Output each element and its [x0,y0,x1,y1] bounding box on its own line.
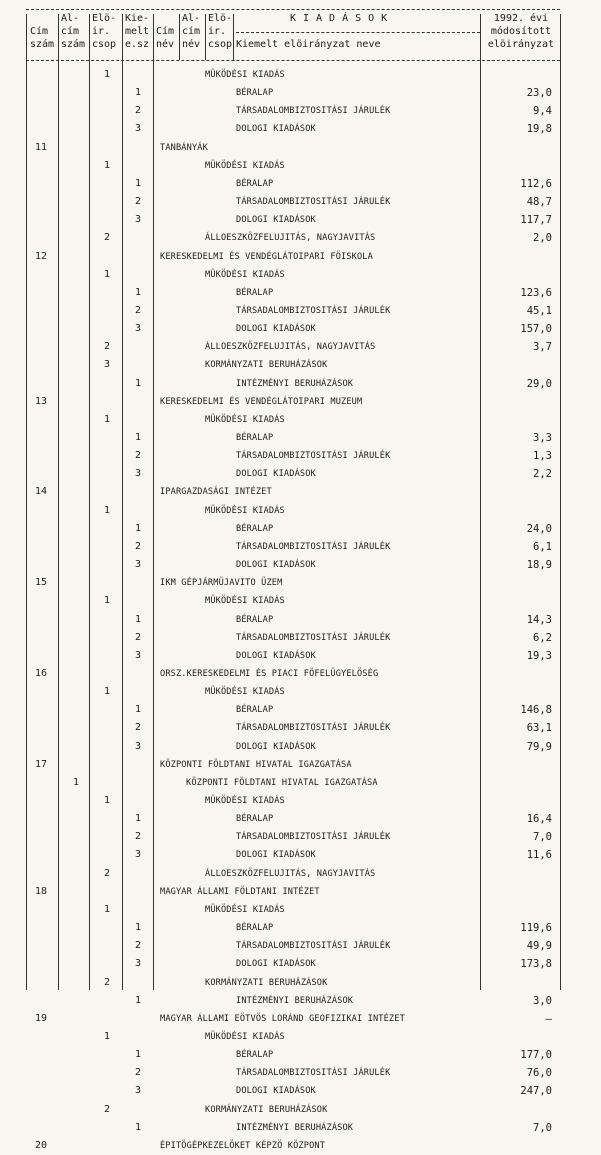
row-kiemelt-number: 2 [135,304,142,316]
col-divider [26,14,27,990]
header-alcim: Al- cím szám [61,13,86,50]
header-year-col: 1992. évi módosított elöirányzat [487,13,555,50]
row-name: DOLOGI KIADÁSOK [236,959,316,970]
row-name: MÜKÖDÉSI KIADÁS [205,796,285,806]
row-kiemelt-number: 3 [135,649,142,661]
row-kiemelt-number: 2 [135,722,142,734]
row-cim-number: 16 [35,667,48,679]
row-amount: 2,0 [533,232,552,245]
row-name: TÁRSADALOMBIZTOSITÁSI JÁRULÉK [236,541,391,552]
row-amount: 23,0 [526,87,552,100]
header-top-rule [26,9,560,10]
row-name: TÁRSADALOMBIZTOSITÁSI JÁRULÉK [236,723,391,734]
row-name: MÜKÖDÉSI KIADÁS [205,1031,285,1042]
row-kiemelt-number: 1 [135,1049,142,1061]
row-amount: – [545,1012,552,1025]
row-amount: 3,3 [533,432,552,444]
row-name: BÉRALAP [236,614,274,625]
row-name: DOLOGI KIADÁSOK [236,850,316,861]
row-name: DOLOGI KIADÁSOK [236,741,316,752]
row-amount: 76,0 [526,1067,552,1080]
row-amount: 48,7 [526,196,552,209]
col-divider [89,14,90,990]
header-alcimnev: Al- cím név [182,13,201,50]
row-eloir-number: 1 [104,1030,111,1042]
row-amount: 29,0 [526,377,552,390]
row-name: MAGYAR ÁLLAMI FÖLDTANI INTÉZET [160,886,320,897]
row-name: MÜKÖDÉSI KIADÁS [205,596,285,607]
row-amount: 3,0 [533,994,552,1007]
row-amount: 63,1 [526,722,552,735]
row-name: IKM GÉPJÁRMÜJAVITO ÜZEM [160,578,283,589]
row-name: KORMÁNYZATI BERUHÁZÁSOK [205,360,328,371]
row-kiemelt-number: 2 [135,831,142,843]
row-amount: 3,7 [533,341,552,354]
row-eloir-number: 1 [104,504,111,516]
row-amount: 2,2 [533,468,552,481]
row-amount: 247,0 [520,1085,552,1098]
row-name: BÉRALAP [236,433,274,443]
row-name: MÜKÖDÉSI KIADÁS [205,160,285,171]
row-amount: 123,6 [520,286,552,299]
row-amount: 79,9 [526,740,552,753]
row-amount: 7,0 [533,1121,552,1134]
row-name: ÁLLOESZKÖZFELUJITÁS, NAGYJAVITÁS [205,868,376,879]
row-name: KORMÁNYZATI BERUHÁZÁSOK [205,977,328,988]
row-amount: 117,7 [520,214,552,227]
row-name: BÉRALAP [236,178,274,189]
row-kiemelt-number: 1 [135,522,142,534]
row-name: KÖZPONTI FÖLDTANI HIVATAL IGAZGATÁSA [160,759,352,770]
row-name: ÁLLOESZKÖZFELUJITÁS, NAGYJAVITÁS [205,342,376,353]
col-divider [205,14,206,60]
row-kiemelt-number: 1 [135,377,142,389]
row-name: MÜKÖDÉSI KIADÁS [205,687,285,698]
col-divider [560,14,561,990]
row-amount: 16,4 [526,813,552,826]
row-kiemelt-number: 3 [135,323,142,335]
subtitle: Kiemelt elöirányzat neve [236,39,381,50]
row-name: BÉRALAP [236,523,274,534]
row-name: DOLOGI KIADÁSOK [236,560,316,571]
row-name: TÁRSADALOMBIZTOSITÁSI JÁRULÉK [236,632,391,643]
row-kiemelt-number: 1 [135,177,142,189]
row-name: INTÉZMÉNYI BERUHÁZÁSOK [236,1122,354,1133]
row-eloir-number: 1 [104,595,111,607]
row-kiemelt-number: 1 [135,286,142,298]
row-kiemelt-number: 2 [135,450,142,462]
row-name: TÁRSADALOMBIZTOSITÁSI JÁRULÉK [236,106,391,117]
row-kiemelt-number: 1 [135,613,142,625]
row-amount: 6,1 [533,540,552,553]
row-name: KERESKEDELMI ÉS VENDÉGLÁTOIPARI MUZEUM [160,396,363,407]
header-eloir: Elö- ir. csop [92,13,117,50]
row-eloir-number: 2 [104,976,111,988]
row-eloir-number: 1 [104,413,111,425]
row-kiemelt-number: 3 [135,123,142,135]
row-amount: 177,0 [520,1049,552,1062]
row-name: BÉRALAP [236,705,274,716]
row-kiemelt-number: 2 [135,1067,142,1079]
row-name: MÜKÖDÉSI KIADÁS [205,269,285,280]
row-cim-number: 11 [35,141,48,153]
row-eloir-number: 1 [104,69,111,80]
row-name: IPARGAZDASÁGI INTÉZET [160,487,272,498]
row-kiemelt-number: 1 [135,922,142,934]
row-name: TÁRSADALOMBIZTOSITÁSI JÁRULÉK [236,941,391,952]
header-cim: Cím szám [30,26,55,50]
row-cim-number: 17 [35,758,48,770]
row-kiemelt-number: 2 [135,540,142,552]
page-title: KIADÁSOK [290,13,395,24]
col-divider [122,14,123,990]
row-amount: 19,8 [526,123,552,136]
row-amount: 157,0 [520,323,552,336]
row-name: MÜKÖDÉSI KIADÁS [205,414,285,425]
row-name: TÁRSADALOMBIZTOSITÁSI JÁRULÉK [236,832,391,843]
row-name: BÉRALAP [236,814,274,825]
row-amount: 14,3 [526,613,552,626]
row-name: INTÉZMÉNYI BERUHÁZÁSOK [236,378,354,389]
row-kiemelt-number: 1 [135,704,142,716]
row-amount: 11,6 [526,849,552,862]
row-cim-number: 14 [35,486,48,498]
row-amount: 146,8 [520,704,552,717]
row-name: TÁRSADALOMBIZTOSITÁSI JÁRULÉK [236,451,391,462]
row-kiemelt-number: 3 [135,559,142,571]
row-kiemelt-number: 1 [135,1121,142,1133]
row-eloir-number: 1 [104,159,111,171]
row-name: DOLOGI KIADÁSOK [236,215,316,226]
row-name: BÉRALAP [236,287,274,298]
row-cim-number: 19 [35,1012,48,1024]
row-kiemelt-number: 3 [135,849,142,861]
row-eloir-number: 2 [104,1103,111,1115]
row-name: BÉRALAP [236,88,274,99]
header-eloirnev: Elö- ir. csop [208,13,233,50]
row-name: BÉRALAP [236,923,274,934]
row-kiemelt-number: 2 [135,940,142,952]
row-name: KORMÁNYZATI BERUHÁZÁSOK [205,1104,328,1115]
row-amount: 19,3 [526,649,552,662]
row-name: ÁLLOESZKÖZFELUJITÁS, NAGYJAVITÁS [205,233,376,244]
row-name: MÜKÖDÉSI KIADÁS [205,505,285,516]
row-kiemelt-number: 1 [135,87,142,99]
row-name: KÖZPONTI FÖLDTANI HIVATAL IGAZGATÁSA [186,777,378,788]
row-cim-number: 13 [35,395,48,407]
row-amount: 49,9 [526,940,552,953]
row-eloir-number: 1 [104,903,111,915]
row-name: TANBÁNYÁK [160,142,208,153]
row-eloir-number: 1 [104,268,111,280]
row-amount: 112,6 [520,177,552,190]
row-amount: 6,2 [533,631,552,644]
row-eloir-number: 2 [104,867,111,879]
row-amount: 1,3 [533,450,552,463]
row-amount: 173,8 [520,958,552,971]
row-name: TÁRSADALOMBIZTOSITÁSI JÁRULÉK [236,305,391,316]
row-kiemelt-number: 3 [135,958,142,970]
row-name: MAGYAR ÁLLAMI EÖTVÖS LORÁND GEOFIZIKAI INTÉZET [160,1013,405,1024]
row-name: MÜKÖDÉSI KIADÁS [205,70,285,80]
row-eloir-number: 1 [104,686,111,698]
row-name: DOLOGI KIADÁSOK [236,1086,316,1097]
row-cim-number: 15 [35,577,48,589]
col-divider [480,14,481,990]
row-name: ORSZ.KERESKEDELMI ÉS PIACI FÖFELÜGYELÖSÉG [160,668,379,679]
row-cim-number: 20 [35,1139,48,1151]
row-kiemelt-number: 2 [135,196,142,208]
row-cim-number: 12 [35,250,48,262]
header-kiemelt: Kie- melt e.sz [125,13,150,50]
row-name: INTÉZMÉNYI BERUHÁZÁSOK [236,995,354,1006]
col-divider [179,14,180,60]
row-kiemelt-number: 1 [135,432,142,443]
row-kiemelt-number: 3 [135,1085,142,1097]
row-name: TÁRSADALOMBIZTOSITÁSI JÁRULÉK [236,197,391,208]
row-alcim-number: 1 [73,776,80,788]
row-amount: 7,0 [533,831,552,844]
row-kiemelt-number: 1 [135,994,142,1006]
row-amount: 18,9 [526,559,552,572]
row-name: BÉRALAP [236,1050,274,1061]
row-name: ÉPITÖGÉPKEZELÖKET KÉPZÖ KÖZPONT [160,1140,326,1151]
row-amount: 24,0 [526,522,552,535]
row-eloir-number: 1 [104,795,111,806]
row-kiemelt-number: 1 [135,813,142,825]
row-amount: 45,1 [526,304,552,317]
row-name: DOLOGI KIADÁSOK [236,469,316,480]
row-name: DOLOGI KIADÁSOK [236,324,316,335]
row-kiemelt-number: 2 [135,631,142,643]
col-divider [153,14,154,990]
row-cim-number: 18 [35,885,48,897]
col-divider [233,14,234,60]
row-kiemelt-number: 2 [135,105,142,117]
header-cimnev: Cím név [156,26,175,50]
row-name: KERESKEDELMI ÉS VENDÉGLÁTOIPARI FÖISKOLA [160,251,373,262]
row-name: DOLOGI KIADÁSOK [236,124,316,135]
row-amount: 9,4 [533,105,552,118]
row-amount: 119,6 [520,922,552,935]
title-rule [236,32,480,33]
row-kiemelt-number: 3 [135,740,142,752]
col-divider [58,14,59,990]
row-name: DOLOGI KIADÁSOK [236,650,316,661]
row-kiemelt-number: 3 [135,214,142,226]
row-eloir-number: 3 [104,359,111,371]
row-name: MÜKÖDÉSI KIADÁS [205,904,285,915]
row-eloir-number: 2 [104,341,111,353]
row-eloir-number: 2 [104,232,111,244]
row-name: TÁRSADALOMBIZTOSITÁSI JÁRULÉK [236,1068,391,1079]
row-kiemelt-number: 3 [135,468,142,480]
